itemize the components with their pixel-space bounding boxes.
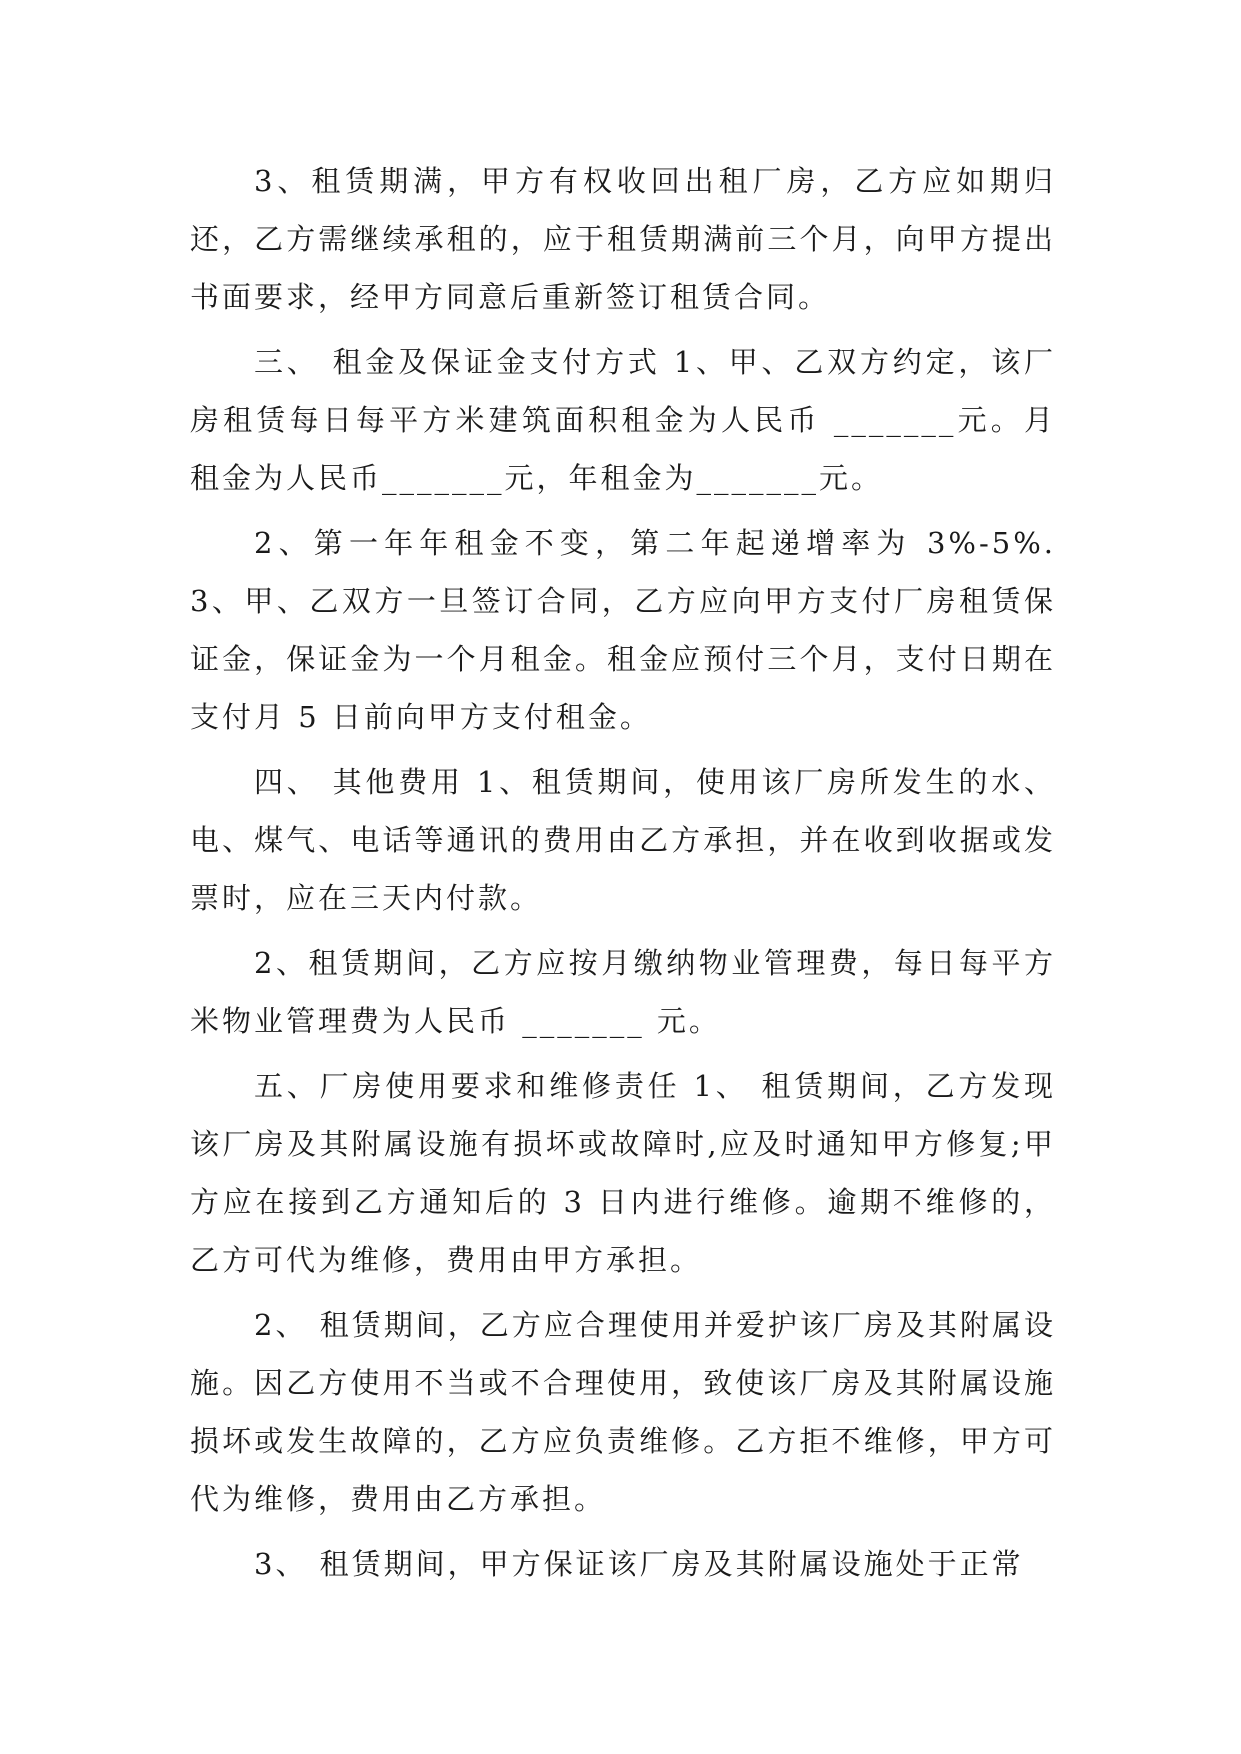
paragraph-maintenance-lessee: 2、 租赁期间，乙方应合理使用并爱护该厂房及其附属设施。因乙方使用不当或不合理使用，致使该厂房及其附属设施损坏或发生故障的，乙方应负责维修。乙方拒不维修，甲方可代为维修，费用由乙方承担。 — [190, 1308, 1056, 1516]
paragraph-rent-deposit: 三、 租金及保证金支付方式 1、甲、乙双方约定，该厂房租赁每日每平方米建筑面积租金为人民币 _______元。月租金为人民币_______元，年租金为_______元。 — [190, 345, 1056, 495]
paragraph-other-fees: 四、 其他费用 1、租赁期间，使用该厂房所发生的水、电、煤气、电话等通讯的费用由乙方承担，并在收到收据或发票时，应在三天内付款。 — [190, 765, 1056, 915]
paragraph-rent-increase: 2、第一年年租金不变，第二年起递增率为 3%-5%. 3、甲、乙双方一旦签订合同，乙方应向甲方支付厂房租赁保证金，保证金为一个月租金。租金应预付三个月，支付日期在支付月 5 日前向甲方支付租金。 — [190, 526, 1056, 734]
paragraph-lease-expiry: 3、租赁期满，甲方有权收回出租厂房，乙方应如期归还，乙方需继续承租的，应于租赁期满前三个月，向甲方提出书面要求，经甲方同意后重新签订租赁合同。 — [190, 164, 1056, 314]
paragraph-property-fee: 2、租赁期间，乙方应按月缴纳物业管理费，每日每平方米物业管理费为人民币 _______ 元。 — [190, 946, 1056, 1038]
document-body — [190, 152, 1056, 1600]
paragraph-normal-condition: 3、 租赁期间，甲方保证该厂房及其附属设施处于正常 — [254, 1547, 1024, 1581]
paragraph-maintenance-lessor: 五、厂房使用要求和维修责任 1、 租赁期间，乙方发现该厂房及其附属设施有损坏或故障时,应及时通知甲方修复;甲方应在接到乙方通知后的 3 日内进行维修。逾期不维修的，乙方可代为维修，费用由甲方承担。 — [190, 1069, 1056, 1277]
